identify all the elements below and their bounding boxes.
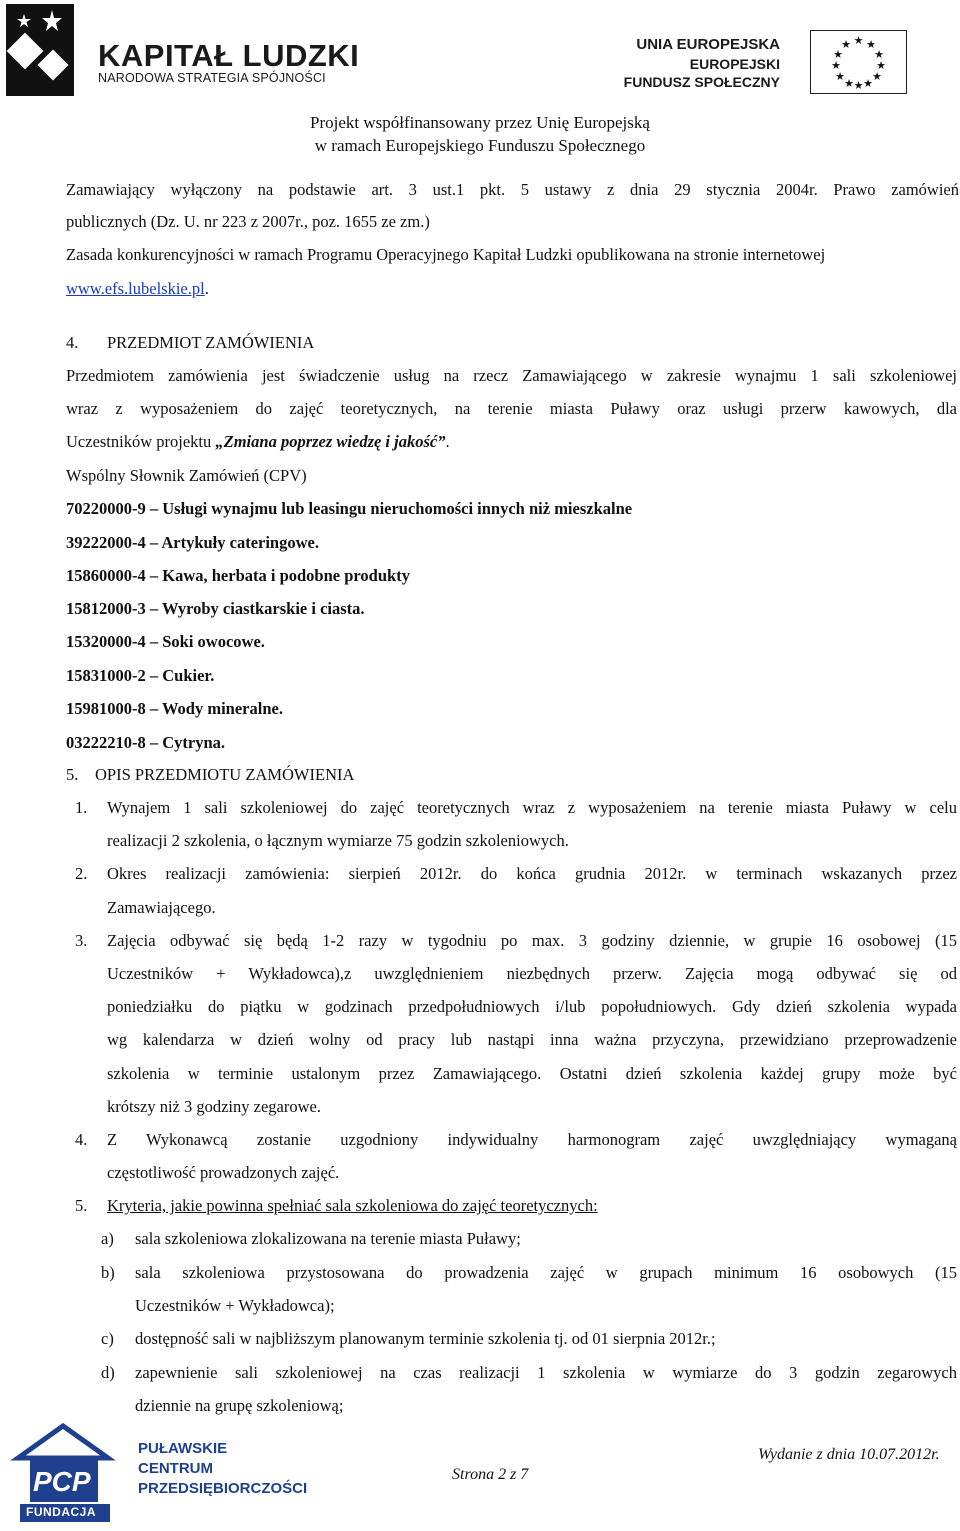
svg-text:★: ★ [841, 38, 851, 51]
kapital-ludzki-emblem-icon [6, 4, 74, 96]
cpv-item: 70220000-9 – Usługi wynajmu lub leasingu nieruchomości innych niż mieszkalne [66, 499, 633, 518]
eu-flag-icon [810, 30, 907, 94]
intro-line-2: publicznych (Dz. U. nr 223 z 2007r., poz. 1655 ze zm.) [66, 212, 430, 231]
subitem-line: zapewnienie sali szkoleniowej na czas realizacji 1 szkolenia w wymiarze do 3 godzin zegarowych [135, 1363, 957, 1382]
item-line-underlined: Kryteria, jakie powinna spełniać sala szkoleniowa do zajęć teoretycznych: [107, 1196, 598, 1215]
subitem-line: dostępność sali w najbliższym planowanym terminie szkolenia tj. od 01 sierpnia 2012r.; [135, 1329, 716, 1348]
section-4-heading: PRZEDMIOT ZAMÓWIENIA [107, 333, 315, 352]
item-number: 4. [75, 1130, 88, 1149]
eu-logo [623, 30, 950, 100]
cpv-item: 15981000-8 – Wody mineralne. [66, 699, 283, 718]
svg-text:★: ★ [833, 48, 843, 61]
pcp-fundacja: FUNDACJA [26, 1505, 96, 1519]
item-line: krótszy niż 3 godziny zegarowe. [107, 1097, 321, 1116]
kapital-ludzki-subtitle: NARODOWA STRATEGIA SPÓJNOŚCI [98, 71, 326, 85]
pcp-name-line-2: CENTRUM [138, 1460, 213, 1477]
item-number: 5. [75, 1196, 88, 1215]
item-line: realizacji 2 szkolenia, o łącznym wymiarze 75 godzin szkoleniowych. [107, 831, 569, 850]
svg-text:★: ★ [853, 79, 864, 92]
subitem-letter: a) [101, 1229, 114, 1248]
kapital-ludzki-title: KAPITAŁ LUDZKI [98, 38, 360, 73]
section-4-para-line-2: wraz z wyposażeniem do zajęć teoretycznych, na terenie miasta Puławy oraz usługi przerw kawowych, dla [66, 399, 957, 418]
intro-link-line [66, 279, 209, 299]
section-5-number: 5. [66, 765, 79, 784]
pcp-name-line-3: PRZEDSIĘBIORCZOŚCI [138, 1480, 308, 1497]
svg-text:★: ★ [872, 70, 882, 83]
item-line: Z Wykonawcą zostanie uzgodniony indywidualny harmonogram zajęć uwzględniający wymaganą [107, 1130, 957, 1149]
svg-text:★: ★ [844, 77, 854, 90]
svg-text:★: ★ [876, 59, 886, 72]
kapital-ludzki-logo [0, 0, 360, 100]
item-line: wg kalendarza w dzień wolny od pracy lub nastąpi inna ważna przyczyna, przewidziano przeprowadzenie [107, 1030, 957, 1049]
item-line: Wynajem 1 sali szkoleniowej do zajęć teoretycznych wraz z wyposażeniem na terenie miasta Puławy w celu [107, 798, 957, 817]
section-4-para-line-3 [66, 432, 450, 452]
subitem-line: sala szkoleniowa zlokalizowana na terenie miasta Puławy; [135, 1229, 521, 1248]
project-prefix: Uczestników projektu [66, 432, 216, 451]
subitem-letter: c) [101, 1329, 114, 1348]
item-line: poniedziałku do piątku w godzinach przedpołudniowych i/lub popołudniowych. Gdy dzień szkolenia wypada [107, 997, 957, 1016]
section-4-number: 4. [66, 333, 79, 352]
subitem-line: Uczestników + Wykładowca); [135, 1296, 335, 1315]
efs-link[interactable]: www.efs.lubelskie.pl [66, 279, 205, 298]
eu-line-2: EUROPEJSKI [689, 56, 780, 72]
svg-text:★: ★ [831, 59, 841, 72]
item-number: 1. [75, 798, 88, 817]
item-line: Zajęcia odbywać się będą 1-2 razy w tygodniu po max. 3 godziny dziennie, w grupie 16 osobowej (15 [107, 931, 957, 950]
subitem-letter: d) [101, 1363, 115, 1382]
intro-line-1: Zamawiający wyłączony na podstawie art. 3 ust.1 pkt. 5 ustawy z dnia 29 stycznia 2004r. Prawo zamówień [66, 180, 959, 199]
project-name: „Zmiana poprzez wiedzę i jakość” [215, 432, 446, 451]
project-suffix: . [445, 432, 450, 451]
pcp-logo [8, 1418, 348, 1526]
subitem-letter: b) [101, 1263, 115, 1282]
pcp-name-line-1: PUŁAWSKIE [138, 1440, 228, 1457]
cofinancing-line-1: Projekt współfinansowany przez Unię Europejską [310, 113, 650, 132]
svg-text:★: ★ [874, 48, 884, 61]
cpv-heading: Wspólny Słownik Zamówień (CPV) [66, 466, 307, 485]
item-number: 2. [75, 864, 88, 883]
intro-line-3: Zasada konkurencyjności w ramach Programu Operacyjnego Kapitał Ludzki opublikowana na stronie internetowej [66, 245, 826, 264]
item-line: Okres realizacji zamówienia: sierpień 2012r. do końca grudnia 2012r. w terminach wskazanych przez [107, 864, 957, 883]
intro-link-period: . [204, 279, 209, 298]
cofinancing-line-2: w ramach Europejskiego Funduszu Społecznego [314, 136, 646, 155]
cpv-item: 15831000-2 – Cukier. [66, 666, 215, 685]
cpv-item: 15812000-3 – Wyroby ciastkarskie i ciasta. [66, 599, 365, 618]
pcp-mark: PCP [33, 1466, 91, 1497]
section-4-para-line-1: Przedmiotem zamówienia jest świadczenie usług na rzecz Zamawiającego w zakresie wynajmu 1 sali szkoleniowej [66, 366, 957, 385]
page-number: Strona 2 z 7 [452, 1466, 529, 1483]
item-line: szkolenia w terminie ustalonym przez Zamawiającego. Ostatni dzień szkolenia każdej grupy może być [107, 1064, 957, 1083]
eu-line-1: UNIA EUROPEJSKA [636, 36, 780, 53]
eu-line-3: FUNDUSZ SPOŁECZNY [623, 74, 780, 90]
edition-date: Wydanie z dnia 10.07.2012r. [758, 1446, 940, 1463]
svg-text:★: ★ [835, 70, 845, 83]
svg-text:★: ★ [853, 34, 864, 47]
cpv-item: 03222210-8 – Cytryna. [66, 733, 226, 752]
item-line: Uczestników + Wykładowca),z uwzględnieniem niezbędnych przerw. Zajęcia mogą odbywać się od [107, 964, 957, 983]
svg-text:★: ★ [866, 38, 876, 51]
item-line: Zamawiającego. [107, 898, 216, 917]
cpv-item: 15860000-4 – Kawa, herbata i podobne produkty [66, 566, 410, 585]
svg-text:★: ★ [863, 77, 873, 90]
item-line: częstotliwość prowadzonych zajęć. [107, 1163, 340, 1182]
item-number: 3. [75, 931, 88, 950]
cpv-item: 15320000-4 – Soki owocowe. [66, 632, 265, 651]
subitem-line: sala szkoleniowa przystosowana do prowadzenia zajęć w grupach minimum 16 osobowych (15 [135, 1263, 957, 1282]
cpv-item: 39222000-4 – Artykuły cateringowe. [66, 533, 319, 552]
section-5-heading: OPIS PRZEDMIOTU ZAMÓWIENIA [95, 765, 355, 784]
subitem-line: dziennie na grupę szkoleniową; [135, 1396, 344, 1415]
